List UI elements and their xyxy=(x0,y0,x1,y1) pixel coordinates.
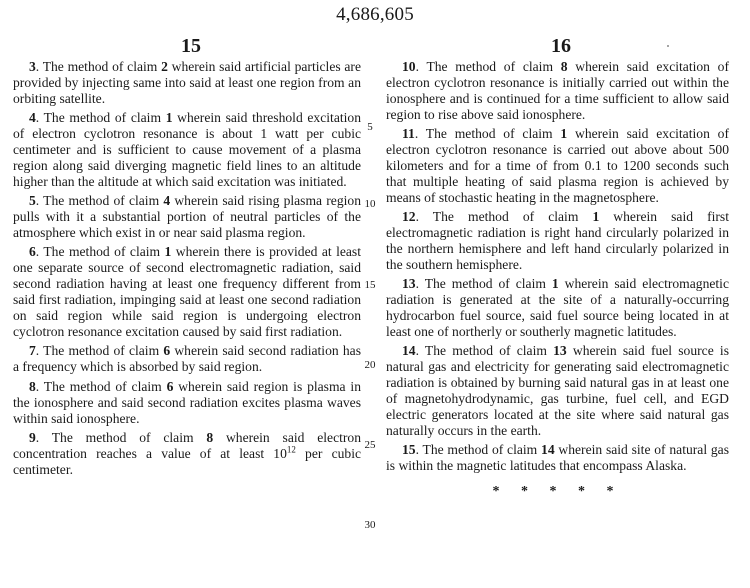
claim-text: wherein said excitation of electron cyclotron resonance is carried out above about 500 kilometers and for a time of from 0.1 to 1200 seconds such that multiple heating of said plasma region is achieved by means of stochastic heating in the magnetosphere. xyxy=(386,126,729,205)
claim-text: wherein said site of natural gas is within the magnetic latitudes that encompass Alaska. xyxy=(386,442,729,474)
claim-reference: 4 xyxy=(163,193,171,209)
claim-text: per cubic centimeter. xyxy=(13,445,362,477)
claim-number: 10 xyxy=(402,59,416,74)
claim-reference: 1 xyxy=(165,110,173,126)
claim-text: wherein said fuel source is natural gas and electricity for generating said electromagnetic radiation is obtained by burning said natural gas in at least one of magnetohydrodynamic, gas turbine, fuel cell, and EGD electric generators located at the site where said natural gas naturally occurs in the earth. xyxy=(386,343,729,438)
claim-reference: 8 xyxy=(560,59,568,74)
line-number: 20 xyxy=(364,359,376,371)
claim-paragraph xyxy=(386,126,729,206)
claim-number: 4 xyxy=(29,110,36,126)
claim-paragraph xyxy=(13,59,361,107)
claim-text: wherein said electromagnetic radiation is generated at the site of a naturally-occurring hydrocarbon fuel source, said fuel source being located in at least one of northerly or southerly magnetic latitudes. xyxy=(386,276,729,339)
claim-number: 5 xyxy=(29,193,36,209)
claim-paragraph xyxy=(386,276,729,340)
claim-paragraph xyxy=(386,343,729,438)
claim-reference: 1 xyxy=(560,126,568,142)
claim-number: 13 xyxy=(402,276,416,292)
claim-reference: 1 xyxy=(164,244,172,260)
right-column xyxy=(386,59,729,500)
claim-text: wherein said region is plasma in the ionosphere and said second radiation excites plasma waves within said ionosphere. xyxy=(13,378,361,426)
claim-text: . The method of claim xyxy=(415,343,554,359)
claim-text: wherein said artificial particles are provided by injecting same into said at least one region from an orbiting satellite. xyxy=(13,59,361,106)
claim-text: . The method of claim xyxy=(35,343,164,359)
line-number: 15 xyxy=(364,279,376,291)
claim-text: wherein said second radiation has a frequency which is absorbed by said region. xyxy=(13,343,361,375)
claim-paragraph xyxy=(386,59,729,123)
end-of-document-mark: * * * * * xyxy=(492,484,623,500)
claim-number: 6 xyxy=(29,244,36,260)
claim-paragraph xyxy=(13,110,361,190)
claim-reference: 6 xyxy=(163,343,171,359)
claim-text: wherein said electron concentration reaches a value of at least 10 xyxy=(13,429,361,461)
claim-text: . The method of claim xyxy=(35,429,207,445)
patent-number: 4,686,605 xyxy=(336,4,414,25)
claim-text: . The method of claim xyxy=(35,244,165,260)
claim-text: . The method of claim xyxy=(415,59,561,74)
speck-mark xyxy=(667,45,669,47)
claim-text: . The method of claim xyxy=(35,59,162,74)
claim-text: . The method of claim xyxy=(415,442,542,458)
claim-text: wherein there is provided at least one separate source of second electromagnetic radiation, said second radiation having at least one frequency different from said first radiation, impinging said at least one second radiation on said region while said region is undergoing electron cyclotron resonance excitation caused by said first radiation. xyxy=(13,244,361,339)
claim-number: 15 xyxy=(402,442,416,458)
claim-number: 8 xyxy=(29,378,36,394)
line-number: 25 xyxy=(364,439,376,451)
claim-text: . The method of claim xyxy=(414,126,561,142)
claim-text: . The method of claim xyxy=(415,209,593,225)
line-number: 10 xyxy=(364,198,376,210)
claim-paragraph xyxy=(13,430,361,478)
claim-number: 11 xyxy=(402,126,415,142)
line-number: 5 xyxy=(367,121,373,133)
claim-reference: 8 xyxy=(206,429,214,445)
claim-number: 14 xyxy=(402,343,416,359)
claim-text: wherein said excitation of electron cyclotron resonance is initially carried out within the ionosphere and is continued for a time sufficient to allow said region to rise above said ionosphere. xyxy=(386,59,729,122)
claim-number: 12 xyxy=(402,209,416,225)
claim-paragraph xyxy=(386,209,729,273)
left-column-number: 15 xyxy=(181,35,201,57)
claim-number: 7 xyxy=(29,343,36,359)
line-number: 30 xyxy=(364,519,376,531)
claim-text: . The method of claim xyxy=(35,110,166,126)
claim-paragraph xyxy=(13,379,361,427)
claim-number: 9 xyxy=(29,429,36,445)
claim-paragraph xyxy=(13,343,361,375)
claim-text: wherein said rising plasma region pulls with it a substantial portion of neutral particles of the atmosphere which exist in or near said plasma region. xyxy=(13,193,362,241)
right-column-number: 16 xyxy=(551,35,571,57)
claim-text: . The method of claim xyxy=(415,276,552,292)
claim-text: wherein said first electromagnetic radiation is right hand circularly polarized in the northern hemisphere and left hand circularly polarized in the southern hemisphere. xyxy=(386,209,729,272)
claim-text: wherein said threshold excitation of electron cyclotron resonance is about 1 watt per cubic centimeter and is sufficient to cause movement of a plasma region along said diverging magnetic field lines to an altitude higher than the altitude at which said excitation was initiated. xyxy=(13,110,361,189)
claim-text: . The method of claim xyxy=(35,378,167,394)
claim-reference: 2 xyxy=(161,59,168,74)
left-column xyxy=(13,59,361,481)
claim-exponent: 12 xyxy=(286,444,296,455)
claim-paragraph xyxy=(13,244,361,339)
claim-reference: 6 xyxy=(166,378,174,394)
claim-reference: 14 xyxy=(541,442,555,458)
claim-number: 3 xyxy=(29,59,36,74)
claim-paragraph xyxy=(13,193,361,241)
claim-reference: 1 xyxy=(592,209,600,225)
claim-reference: 1 xyxy=(551,276,559,292)
claim-text: . The method of claim xyxy=(35,193,164,209)
claim-reference: 13 xyxy=(553,343,567,359)
claim-paragraph xyxy=(386,442,729,474)
